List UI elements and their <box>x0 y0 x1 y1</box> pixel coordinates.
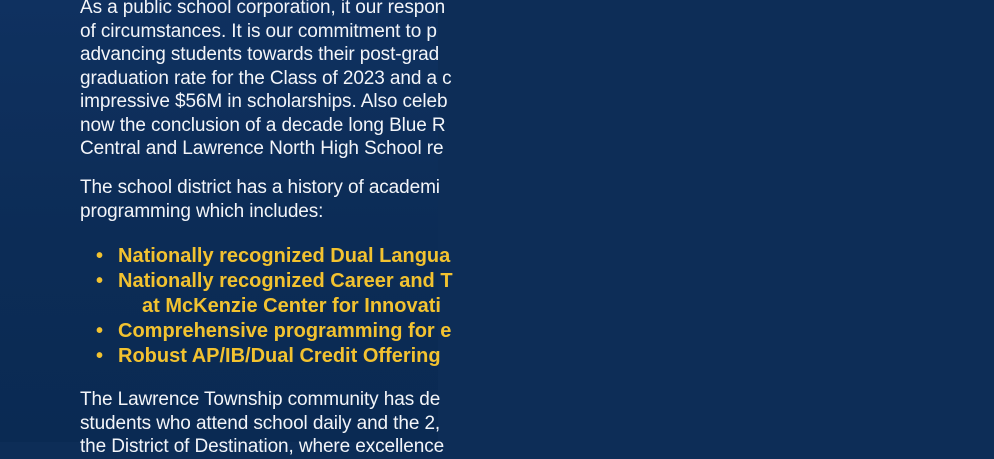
list-item-text: at McKenzie Center for Innovati <box>142 295 441 317</box>
text-line: the District of Destination, where excellence <box>80 436 445 457</box>
list-item <box>94 344 994 369</box>
text-line: now the conclusion of a decade long Blue R <box>80 114 446 136</box>
document-page <box>0 0 453 457</box>
list-item-text: Nationally recognized Career and T <box>118 270 453 292</box>
community-paragraph <box>80 388 980 459</box>
intro-paragraph <box>80 0 980 161</box>
text-line: graduation rate for the Class of 2023 and a c <box>80 67 452 89</box>
list-item <box>94 319 994 344</box>
bullet-icon: • <box>96 245 104 267</box>
text-line: programming which includes: <box>80 200 324 222</box>
text-line: impressive $56M in scholarships. Also celeb <box>80 91 448 112</box>
bullet-icon: • <box>96 320 104 342</box>
list-item-continuation <box>94 294 994 319</box>
text-line: students who attend school daily and the 2, <box>80 412 441 434</box>
list-item <box>94 244 994 269</box>
list-item <box>94 269 994 294</box>
history-paragraph <box>80 176 980 223</box>
text-line: As a public school corporation, it our respon <box>80 0 446 18</box>
text-line: Central and Lawrence North High School re <box>80 138 444 159</box>
list-item-text: Nationally recognized Dual Langua <box>118 245 451 267</box>
list-item-text: Comprehensive programming for e <box>118 320 452 342</box>
list-item-text: Robust AP/IB/Dual Credit Offering <box>118 345 441 367</box>
bullet-icon: • <box>96 270 104 292</box>
text-line: The Lawrence Township community has de <box>80 389 441 410</box>
programs-list <box>94 244 994 369</box>
text-line: The school district has a history of academi <box>80 177 440 198</box>
text-line: of circumstances. It is our commitment to p <box>80 20 437 42</box>
text-line: advancing students towards their post-grad <box>80 44 440 65</box>
bullet-icon: • <box>96 345 104 367</box>
